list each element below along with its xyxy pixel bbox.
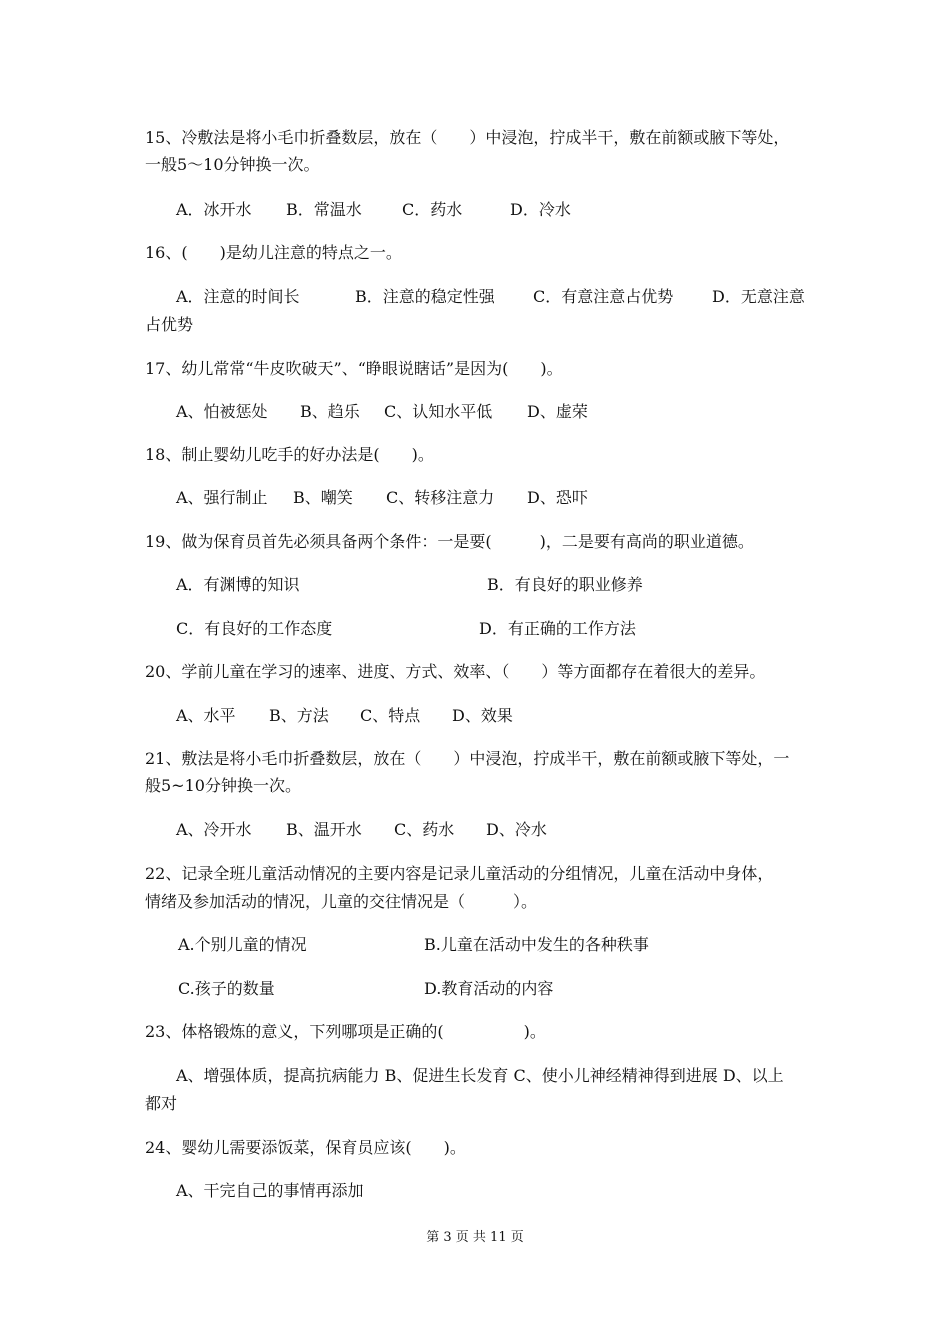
- page-number-footer: 第 3 页 共 11 页: [426, 1230, 524, 1245]
- question-15-option-a: A．冰开水: [176, 200, 252, 219]
- question-16-option-c: C．有意注意占优势: [533, 287, 674, 306]
- question-20-stem: 20、学前儿童在学习的速率、进度、方式、效率、（ ）等方面都存在着很大的差异。: [145, 662, 766, 681]
- question-21-stem-line-1: 21、敷法是将小毛巾折叠数层，放在（ ）中浸泡，拧成半干，敷在前额或腋下等处，一: [145, 749, 790, 768]
- question-24-stem: 24、婴幼儿需要添饭菜，保育员应该( )。: [145, 1138, 466, 1157]
- question-16-option-a: A．注意的时间长: [176, 287, 300, 306]
- question-18-option-c: C、转移注意力: [386, 488, 495, 507]
- question-23-stem: 23、体格锻炼的意义，下列哪项是正确的( )。: [145, 1022, 546, 1041]
- question-20-option-b: B、方法: [269, 706, 329, 725]
- question-15-option-d: D．冷水: [510, 200, 571, 219]
- question-15-stem-line-1: 15、冷敷法是将小毛巾折叠数层，放在（ ）中浸泡，拧成半干，敷在前额或腋下等处，: [145, 128, 790, 147]
- question-16-option-d-continued: 占优势: [145, 315, 194, 334]
- question-15-option-c: C．药水: [402, 200, 463, 219]
- question-15-option-b: B．常温水: [286, 200, 362, 219]
- question-22-option-b: B.儿童在活动中发生的各种秩事: [424, 935, 649, 954]
- question-16-stem: 16、( )是幼儿注意的特点之一。: [145, 243, 402, 262]
- question-19-option-a: A．有渊博的知识: [176, 575, 300, 594]
- question-18-option-d: D、恐吓: [527, 488, 588, 507]
- question-23-options-line-2: 都对: [145, 1094, 178, 1113]
- question-22-option-a: A.个别儿童的情况: [178, 935, 307, 954]
- question-21-stem-line-2: 般5~10分钟换一次。: [145, 776, 301, 795]
- question-18-stem: 18、制止婴幼儿吃手的好办法是( )。: [145, 445, 434, 464]
- question-23-options-line-1: A、增强体质，提高抗病能力 B、促进生长发育 C、使小儿神经精神得到进展 D、以上: [176, 1066, 784, 1085]
- question-16-option-d: D．无意注意: [712, 287, 805, 306]
- question-16-option-b: B．注意的稳定性强: [355, 287, 495, 306]
- question-22-stem-line-2: 情绪及参加活动的情况，儿童的交往情况是（ ）。: [145, 892, 538, 911]
- question-18-option-a: A、强行制止: [176, 488, 268, 507]
- question-21-option-d: D、冷水: [486, 820, 547, 839]
- question-22-option-c: C.孩子的数量: [178, 979, 275, 998]
- question-17-option-a: A、怕被惩处: [176, 402, 268, 421]
- question-20-option-a: A、水平: [176, 706, 236, 725]
- question-20-option-c: C、特点: [360, 706, 421, 725]
- question-18-option-b: B、嘲笑: [293, 488, 353, 507]
- question-19-option-b: B．有良好的职业修养: [487, 575, 643, 594]
- question-22-stem-line-1: 22、记录全班儿童活动情况的主要内容是记录儿童活动的分组情况，儿童在活动中身体，: [145, 864, 774, 883]
- question-15-stem-line-2: 一般5～10分钟换一次。: [145, 155, 320, 174]
- question-19-option-c: C．有良好的工作态度: [176, 619, 333, 638]
- question-22-option-d: D.教育活动的内容: [424, 979, 554, 998]
- question-24-option-a: A、干完自己的事情再添加: [176, 1181, 364, 1200]
- question-19-stem: 19、做为保育员首先必须具备两个条件：一是要( )，二是要有高尚的职业道德。: [145, 532, 754, 551]
- question-21-option-c: C、药水: [394, 820, 455, 839]
- question-21-option-a: A、冷开水: [176, 820, 252, 839]
- question-17-option-d: D、虚荣: [527, 402, 588, 421]
- question-21-option-b: B、温开水: [286, 820, 362, 839]
- question-17-stem: 17、幼儿常常“牛皮吹破天”、“睁眼说瞎话”是因为( )。: [145, 359, 563, 378]
- question-17-option-b: B、趋乐: [300, 402, 360, 421]
- question-20-option-d: D、效果: [452, 706, 513, 725]
- question-19-option-d: D．有正确的工作方法: [479, 619, 636, 638]
- question-17-option-c: C、认知水平低: [384, 402, 493, 421]
